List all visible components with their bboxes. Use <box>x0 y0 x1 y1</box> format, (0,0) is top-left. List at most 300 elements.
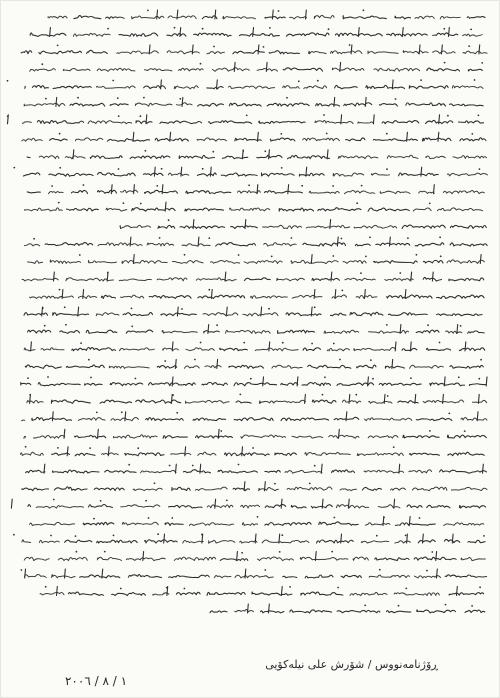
handwriting-dot <box>399 272 401 274</box>
handwriting-dot <box>479 168 481 170</box>
handwriting-stroke <box>197 173 216 176</box>
handwriting-stroke <box>229 365 264 368</box>
handwriting-dot <box>135 378 137 380</box>
handwriting-stroke <box>97 86 136 88</box>
handwriting-stroke <box>353 557 368 560</box>
handwriting-stroke <box>66 278 114 281</box>
handwriting-stroke <box>252 592 292 595</box>
handwriting-dot <box>341 290 343 292</box>
handwriting-stroke <box>207 505 233 508</box>
handwriting-stroke <box>269 604 270 613</box>
handwriting-stroke <box>407 534 408 543</box>
handwriting-stroke <box>22 420 25 421</box>
handwriting-stroke <box>169 505 203 508</box>
handwriting-stroke <box>22 540 31 543</box>
handwriting-stroke <box>468 69 482 71</box>
handwriting-stroke <box>185 208 224 211</box>
handwriting-dot <box>460 325 462 327</box>
handwriting-stroke <box>290 17 307 19</box>
handwriting-stroke <box>114 435 158 438</box>
handwriting-stroke <box>240 541 257 543</box>
handwriting-stroke <box>96 313 119 316</box>
handwriting-stroke <box>90 156 122 159</box>
handwriting-dot <box>243 342 245 344</box>
date-text: ١ / ٨ / ٢٠٠٦ <box>64 674 128 688</box>
handwriting-stroke <box>275 453 297 456</box>
handwriting-dot <box>47 376 49 378</box>
handwriting-dot <box>386 133 388 135</box>
handwriting-stroke <box>240 34 280 37</box>
handwriting-stroke <box>341 534 342 543</box>
handwriting-stroke <box>385 366 404 368</box>
handwriting-dot <box>363 9 365 11</box>
handwriting-stroke <box>387 33 428 36</box>
handwriting-stroke <box>453 156 487 159</box>
handwriting-stroke <box>45 243 93 246</box>
handwriting-stroke <box>106 17 125 19</box>
handwriting-dot <box>281 167 283 169</box>
handwriting-stroke <box>399 173 439 176</box>
handwriting-dot <box>80 342 82 344</box>
handwriting-stroke <box>446 331 462 333</box>
handwriting-dot <box>90 377 92 379</box>
handwriting-stroke <box>167 51 199 54</box>
handwriting-dot <box>169 465 171 467</box>
handwriting-stroke <box>128 575 161 578</box>
handwriting-stroke <box>286 33 329 36</box>
handwriting-stroke <box>366 85 405 88</box>
handwriting-stroke <box>50 139 68 141</box>
handwriting-stroke <box>395 541 411 543</box>
handwriting-stroke <box>479 45 480 54</box>
handwriting-dot <box>440 255 442 257</box>
handwriting-stroke <box>277 278 305 281</box>
handwriting-stroke <box>245 220 246 229</box>
handwriting-stroke <box>270 138 295 141</box>
signature-text: ڕۆژنامەنووس / شۆرش علی نیلەکۆیی <box>265 658 438 671</box>
handwriting-stroke <box>24 103 65 106</box>
handwriting-stroke <box>416 330 439 333</box>
handwriting-stroke <box>53 86 91 89</box>
handwriting-stroke <box>132 208 175 212</box>
handwriting-stroke <box>34 435 65 438</box>
handwriting-stroke <box>376 243 410 245</box>
handwriting-stroke <box>312 400 336 403</box>
handwriting-dot <box>448 413 450 415</box>
handwriting-stroke <box>259 121 305 123</box>
handwriting-stroke <box>176 592 200 595</box>
handwriting-stroke <box>423 138 452 141</box>
handwriting-stroke <box>167 33 186 36</box>
handwriting-dot <box>328 28 330 30</box>
handwriting-stroke <box>172 261 203 264</box>
handwriting-stroke <box>160 121 202 124</box>
handwriting-stroke <box>110 104 128 106</box>
handwriting-dot <box>269 27 271 29</box>
handwriting-stroke <box>315 120 353 123</box>
handwriting-stroke <box>229 86 275 89</box>
handwriting-stroke <box>452 86 483 89</box>
handwriting-stroke <box>179 155 214 158</box>
handwriting-stroke <box>395 523 435 526</box>
handwriting-stroke <box>25 569 26 578</box>
handwriting-stroke <box>186 348 214 351</box>
handwriting-dot <box>370 359 372 361</box>
handwriting-stroke <box>257 68 277 71</box>
handwriting-stroke <box>52 412 53 421</box>
handwriting-dot <box>468 45 470 47</box>
handwriting-dot <box>161 168 163 170</box>
handwriting-dot <box>7 80 9 82</box>
handwriting-stroke <box>421 167 422 176</box>
handwriting-stroke <box>164 534 165 543</box>
handwriting-stroke <box>211 261 240 264</box>
handwriting-stroke <box>121 505 160 507</box>
handwriting-stroke <box>369 330 409 333</box>
handwriting-stroke <box>427 68 460 71</box>
handwriting-dot <box>140 115 142 117</box>
handwriting-stroke <box>32 417 72 420</box>
handwriting-stroke <box>56 97 57 106</box>
handwriting-stroke <box>123 313 152 316</box>
handwriting-stroke <box>126 330 153 333</box>
handwriting-stroke <box>98 190 117 193</box>
handwriting-stroke <box>186 191 231 194</box>
handwriting-stroke <box>375 558 409 561</box>
handwriting-stroke <box>387 155 418 158</box>
handwriting-dot <box>323 114 325 116</box>
handwriting-stroke <box>120 225 151 228</box>
handwriting-stroke <box>412 487 447 491</box>
handwriting-stroke <box>198 452 216 455</box>
handwriting-stroke <box>37 121 83 124</box>
handwriting-stroke <box>163 348 179 350</box>
handwriting-stroke <box>208 121 251 124</box>
handwriting-stroke <box>291 260 338 263</box>
handwriting-stroke <box>135 103 172 106</box>
handwriting-stroke <box>30 296 74 298</box>
handwriting-stroke <box>241 505 260 508</box>
handwriting-dot <box>59 167 61 169</box>
handwriting-dot <box>339 359 341 361</box>
handwriting-stroke <box>58 557 87 560</box>
handwriting-stroke <box>346 138 365 141</box>
handwriting-stroke <box>122 522 158 525</box>
handwriting-dot <box>333 343 335 345</box>
handwriting-stroke <box>335 85 358 88</box>
handwriting-dot <box>216 324 218 326</box>
handwriting-stroke <box>332 68 364 71</box>
handwriting-stroke <box>251 296 288 299</box>
handwriting-stroke <box>457 587 458 596</box>
handwriting-stroke <box>25 208 63 211</box>
handwriting-stroke <box>101 295 115 298</box>
handwriting-dot <box>194 359 196 361</box>
handwriting-stroke <box>121 190 138 193</box>
handwriting-dot <box>248 184 250 186</box>
handwriting-stroke <box>467 17 485 19</box>
handwriting-dot <box>395 98 397 100</box>
handwriting-stroke <box>394 593 439 596</box>
handwriting-stroke <box>331 51 363 54</box>
handwriting-stroke <box>145 540 178 543</box>
handwriting-stroke <box>269 150 270 159</box>
handwriting-stroke <box>141 470 176 473</box>
handwriting-stroke <box>130 237 131 246</box>
handwriting-stroke <box>155 138 188 141</box>
handwriting-dot <box>65 324 67 326</box>
handwriting-stroke <box>259 400 305 403</box>
handwriting-stroke <box>133 488 162 490</box>
handwriting-stroke <box>100 400 132 403</box>
handwriting-stroke <box>237 552 238 561</box>
handwriting-stroke <box>109 366 149 368</box>
handwriting-stroke <box>97 557 121 560</box>
handwriting-stroke <box>223 16 256 19</box>
handwriting-dot <box>123 202 125 204</box>
handwriting-stroke <box>357 453 403 456</box>
handwriting-stroke <box>374 261 418 264</box>
handwriting-stroke <box>212 68 249 72</box>
handwriting-dot <box>75 535 77 537</box>
handwriting-stroke <box>440 470 487 473</box>
handwriting-dot <box>50 535 52 537</box>
handwriting-dot <box>278 10 280 12</box>
handwriting-dot <box>478 115 480 117</box>
handwriting-stroke <box>75 453 95 456</box>
handwriting-dot <box>332 185 334 187</box>
handwriting-stroke <box>54 272 55 281</box>
handwriting-stroke <box>358 122 374 124</box>
handwriting-stroke <box>291 505 306 508</box>
handwriting-stroke <box>234 418 273 421</box>
handwriting-stroke <box>195 487 227 490</box>
handwriting-stroke <box>242 523 257 526</box>
handwriting-stroke <box>50 260 80 264</box>
handwriting-stroke <box>279 208 313 211</box>
handwriting-stroke <box>447 173 487 176</box>
handwriting-dot <box>120 588 122 590</box>
handwriting-stroke <box>448 452 484 455</box>
handwriting-stroke <box>305 575 333 578</box>
handwriting-stroke <box>460 138 486 141</box>
handwriting-stroke <box>387 611 411 613</box>
handwriting-stroke <box>303 348 320 351</box>
handwriting-stroke <box>402 348 417 350</box>
handwriting-stroke <box>442 45 443 54</box>
handwriting-stroke <box>234 62 235 71</box>
handwriting-stroke <box>198 103 224 106</box>
handwriting-stroke <box>473 400 487 402</box>
handwriting-stroke <box>179 68 204 71</box>
handwriting-stroke <box>21 452 44 455</box>
handwriting-stroke <box>72 348 116 351</box>
handwriting-stroke <box>265 17 285 19</box>
handwriting-stroke <box>38 383 80 386</box>
handwriting-stroke <box>236 401 251 403</box>
handwriting-stroke <box>283 576 297 577</box>
handwriting-dot <box>88 359 90 361</box>
handwriting-dot <box>481 62 483 64</box>
handwriting-stroke <box>65 540 92 542</box>
handwriting-dot <box>53 499 55 501</box>
handwriting-stroke <box>283 86 300 89</box>
handwriting-stroke <box>285 470 322 473</box>
handwriting-stroke <box>350 592 387 595</box>
handwriting-stroke <box>369 575 409 577</box>
handwriting-dot <box>470 29 472 31</box>
handwriting-stroke <box>158 225 175 228</box>
handwriting-stroke <box>281 499 282 508</box>
handwriting-dot <box>83 184 85 186</box>
handwriting-stroke <box>63 69 90 71</box>
handwriting-stroke <box>53 313 89 316</box>
handwriting-stroke <box>365 97 366 106</box>
handwriting-dot <box>179 98 181 100</box>
handwriting-dot <box>77 97 79 99</box>
handwriting-dot <box>416 254 418 256</box>
handwriting-dot <box>274 483 276 485</box>
handwriting-dot <box>314 306 316 308</box>
handwriting-stroke <box>22 278 58 281</box>
handwriting-stroke <box>54 487 87 491</box>
handwriting-dot <box>239 394 241 396</box>
handwriting-dot <box>59 289 61 291</box>
handwriting-stroke <box>117 51 159 54</box>
handwriting-dot <box>13 167 15 169</box>
handwriting-stroke <box>174 86 198 89</box>
handwriting-stroke <box>182 244 210 246</box>
handwriting-stroke <box>57 587 58 596</box>
handwriting-dot <box>405 535 407 537</box>
handwriting-dot <box>301 185 303 187</box>
handwriting-dot <box>93 518 95 520</box>
handwriting-stroke <box>168 173 188 175</box>
handwriting-stroke <box>410 365 444 368</box>
handwriting-stroke <box>196 436 233 438</box>
handwriting-dot <box>208 237 210 239</box>
handwriting-stroke <box>416 418 452 420</box>
handwriting-dot <box>309 483 311 485</box>
handwriting-dot <box>405 588 407 590</box>
handwriting-stroke <box>402 28 403 37</box>
handwriting-dot <box>121 411 123 413</box>
handwriting-dot <box>479 586 481 588</box>
handwriting-stroke <box>417 610 456 613</box>
handwriting-stroke <box>196 278 236 281</box>
handwriting-stroke <box>459 348 484 351</box>
handwriting-dot <box>379 569 381 571</box>
handwriting-stroke <box>450 243 487 246</box>
handwriting-stroke <box>154 167 155 176</box>
handwriting-dot <box>291 237 293 239</box>
handwriting-stroke <box>169 575 210 578</box>
handwriting-dot <box>439 236 441 238</box>
handwriting-dot <box>113 535 115 537</box>
handwriting-stroke <box>171 453 191 454</box>
handwriting-stroke <box>180 226 225 229</box>
handwriting-dot <box>252 447 254 449</box>
handwriting-dot <box>57 447 59 449</box>
handwriting-stroke <box>25 244 40 246</box>
handwriting-dot <box>220 430 222 432</box>
handwriting-stroke <box>40 593 64 595</box>
handwriting-dot <box>286 97 288 99</box>
handwriting-stroke <box>262 173 295 176</box>
handwriting-dot <box>471 605 473 607</box>
handwriting-stroke <box>265 522 311 525</box>
handwriting-stroke <box>205 366 221 368</box>
handwriting-stroke <box>407 505 422 508</box>
handwriting-stroke <box>174 557 215 560</box>
handwriting-stroke <box>60 331 80 334</box>
handwriting-stroke <box>85 383 102 385</box>
handwriting-stroke <box>25 365 61 368</box>
handwriting-stroke <box>215 499 216 508</box>
handwriting-stroke <box>244 260 282 263</box>
handwriting-dot <box>200 342 202 344</box>
handwriting-stroke <box>162 330 197 333</box>
handwriting-stroke <box>388 313 427 316</box>
handwriting-stroke <box>122 260 167 263</box>
handwriting-stroke <box>220 348 248 351</box>
handwriting-stroke <box>134 185 135 194</box>
handwriting-stroke <box>344 191 374 194</box>
handwriting-dot <box>143 97 145 99</box>
handwriting-stroke <box>30 33 66 36</box>
handwriting-stroke <box>286 313 321 316</box>
handwriting-stroke <box>269 342 270 351</box>
handwriting-stroke <box>185 366 200 368</box>
handwriting-dot <box>361 185 363 187</box>
handwriting-stroke <box>207 52 225 54</box>
handwriting-dot <box>45 586 47 588</box>
handwriting-stroke <box>193 418 226 421</box>
handwriting-stroke <box>356 295 377 298</box>
handwriting-stroke <box>437 295 485 298</box>
handwriting-stroke <box>257 557 293 561</box>
handwriting-stroke <box>343 16 386 19</box>
handwriting-stroke <box>450 104 484 106</box>
handwriting-stroke <box>183 470 210 473</box>
handwriting-dot <box>184 588 186 590</box>
handwriting-stroke <box>342 400 360 403</box>
handwriting-stroke <box>121 295 144 298</box>
handwriting-stroke <box>255 534 256 543</box>
handwriting-stroke <box>75 435 106 438</box>
handwriting-stroke <box>127 558 166 561</box>
handwriting-stroke <box>272 365 302 368</box>
handwriting-stroke <box>147 243 174 246</box>
handwriting-stroke <box>171 394 172 403</box>
handwriting-stroke <box>329 435 359 438</box>
handwriting-stroke <box>218 470 257 473</box>
handwriting-stroke <box>371 173 389 175</box>
handwriting-stroke <box>143 552 144 561</box>
handwriting-stroke <box>345 278 375 280</box>
handwriting-stroke <box>70 103 105 106</box>
handwriting-stroke <box>24 574 46 577</box>
handwriting-stroke <box>413 208 431 211</box>
handwriting-dot <box>176 412 178 414</box>
handwriting-stroke <box>336 505 368 508</box>
handwriting-stroke <box>198 295 245 298</box>
handwriting-dot <box>420 79 422 81</box>
handwriting-stroke <box>222 156 247 159</box>
handwriting-dot <box>250 378 252 380</box>
handwriting-stroke <box>364 418 411 421</box>
handwriting-stroke <box>207 592 245 595</box>
